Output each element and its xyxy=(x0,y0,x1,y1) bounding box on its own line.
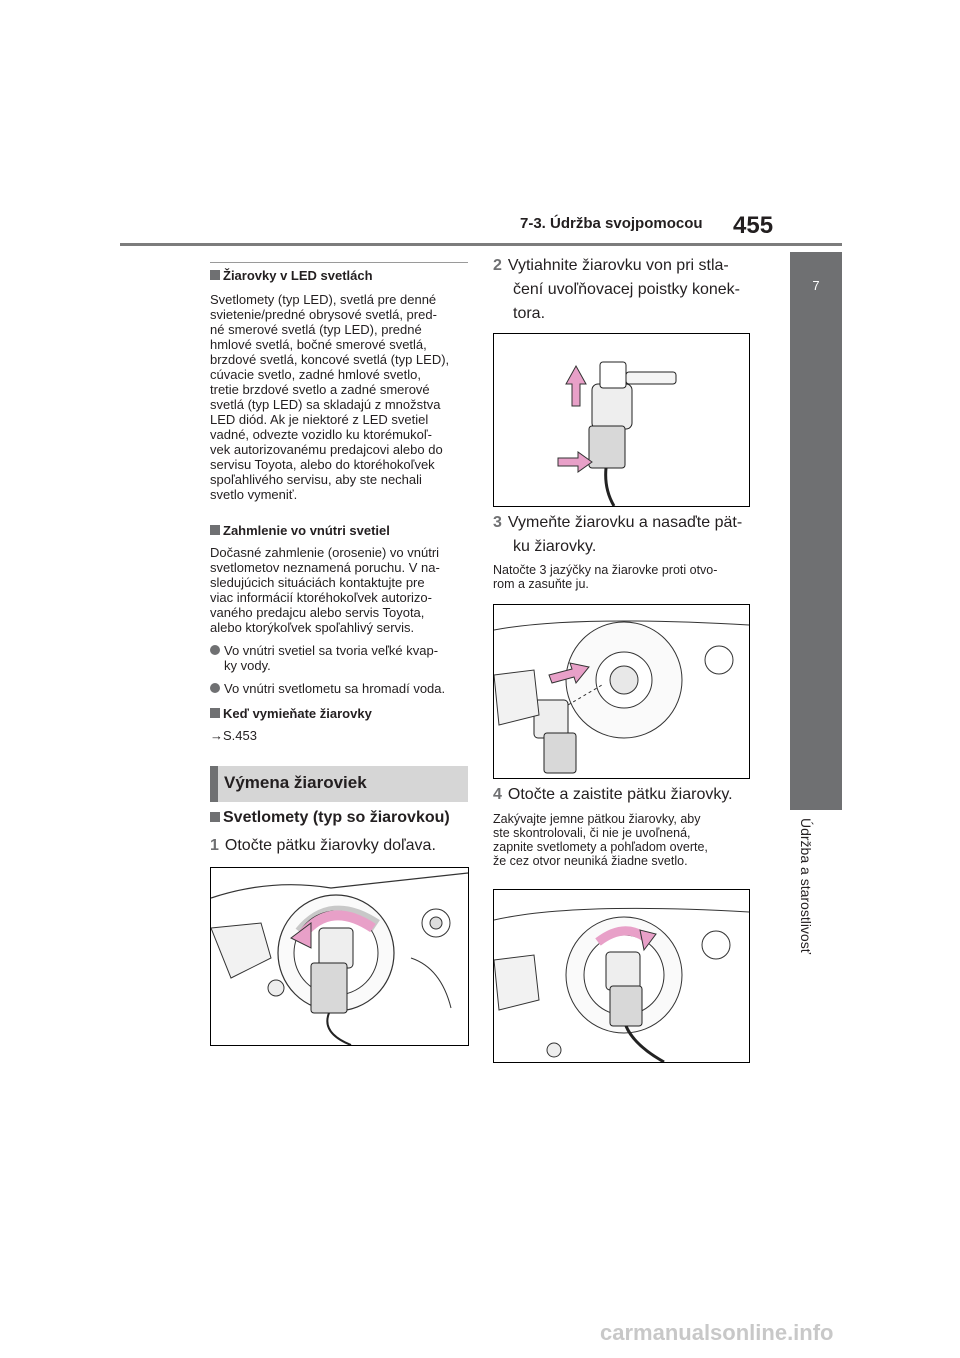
page-number: 455 xyxy=(733,212,774,239)
chapter-tab xyxy=(790,252,842,810)
square-bullet-icon xyxy=(210,525,220,535)
svg-text:carmanualsonline.info: carmanualsonline.info xyxy=(600,1320,834,1345)
fog-paragraph: Dočasné zahmlenie (orosenie) vo vnútri svetlometov neznamená poruchu. V na- sledujúcich situáciách kontaktujte pre viac informácií ktoréhokoľvek autorizo- vaného predajcu alebo servis Toyota, alebo ktorýkoľvek spoľahlivý servis. xyxy=(210,545,440,635)
step-4: 4 Otočte a zaistite pätku žiarovky. xyxy=(493,786,733,803)
column-divider xyxy=(210,262,468,263)
watermark-logo xyxy=(600,1318,900,1348)
page-reference: →S.453 xyxy=(210,728,257,743)
fog-bullet-2: Vo vnútri svetlometu sa hromadí voda. xyxy=(210,681,472,696)
note-step-4: Zakývajte jemne pätkou žiarovky, aby ste skontrolovali, či nie je uvoľnená, zapnite svetlomety a pohľadom overte, že cez otvor neuniká žiadne svetlo. xyxy=(493,812,708,868)
step-3: 3 Vymeňte žiarovku a nasaďte pät- ku žiarovky. xyxy=(493,514,743,555)
note-step-3: Natočte 3 jazýčky na žiarovke proti otvo- rom a zasuňte ju. xyxy=(493,563,718,591)
fog-section xyxy=(210,523,472,743)
figure-rotate-left xyxy=(210,867,469,1046)
chapter-tab-number: 7 xyxy=(812,278,820,293)
header-divider xyxy=(120,243,842,246)
section-title: Výmena žiaroviek xyxy=(224,773,367,792)
headlight-steps xyxy=(210,806,472,858)
square-bullet-icon xyxy=(210,270,220,280)
led-bulbs-section xyxy=(210,268,472,502)
square-bullet-icon xyxy=(210,812,220,822)
figure-lock-bulb xyxy=(493,889,750,1063)
led-heading: Žiarovky v LED svetlách xyxy=(210,268,472,284)
led-paragraph: Svetlomety (typ LED), svetlá pre denné svietenie/predné obrysové svetlá, pred- né smerové svetlá (typ LED), predné hmlové svetlá, bočné smerové svetlá, brzdové svetlá, koncové svetlá (typ LED), cúvacie svetlo, zadné hmlové svetlo, tretie brzdové svetlo a zadné smerové svetlá (typ LED) sa skladajú z množstva LED diód. Ak je niektoré z LED svetiel vadné, odvezte vozidlo ku ktorémukoľ- vek autorizovanému predajcovi alebo do servisu Toyota, alebo do ktoréhokoľvek spoľahlivého servisu, aby ste nechali svetlo vymeniť. xyxy=(210,292,450,502)
fog-bullet-1: Vo vnútri svetiel sa tvoria veľké kvap- ky vody. xyxy=(210,643,472,673)
square-bullet-icon xyxy=(210,708,220,718)
replace-heading: Keď vymieňate žiarovky xyxy=(210,706,472,722)
chapter-title: 7-3. Údržba svojpomocou xyxy=(520,215,703,232)
chapter-tab-label: Údržba a starostlivosť xyxy=(798,818,814,954)
figure-pull-bulb xyxy=(493,333,750,507)
round-bullet-icon xyxy=(210,683,220,693)
round-bullet-icon xyxy=(210,645,220,655)
step-1: 1 Otočte pätku žiarovky doľava. xyxy=(210,837,436,854)
figure-insert-bulb xyxy=(493,604,750,779)
fog-heading: Zahmlenie vo vnútri svetiel xyxy=(210,523,472,539)
step-2: 2 Vytiahnite žiarovku von pri stla- čení uvoľňovacej poistky konek- tora. xyxy=(493,257,741,322)
headlight-heading: Svetlomety (typ so žiarovkou) xyxy=(210,806,472,830)
